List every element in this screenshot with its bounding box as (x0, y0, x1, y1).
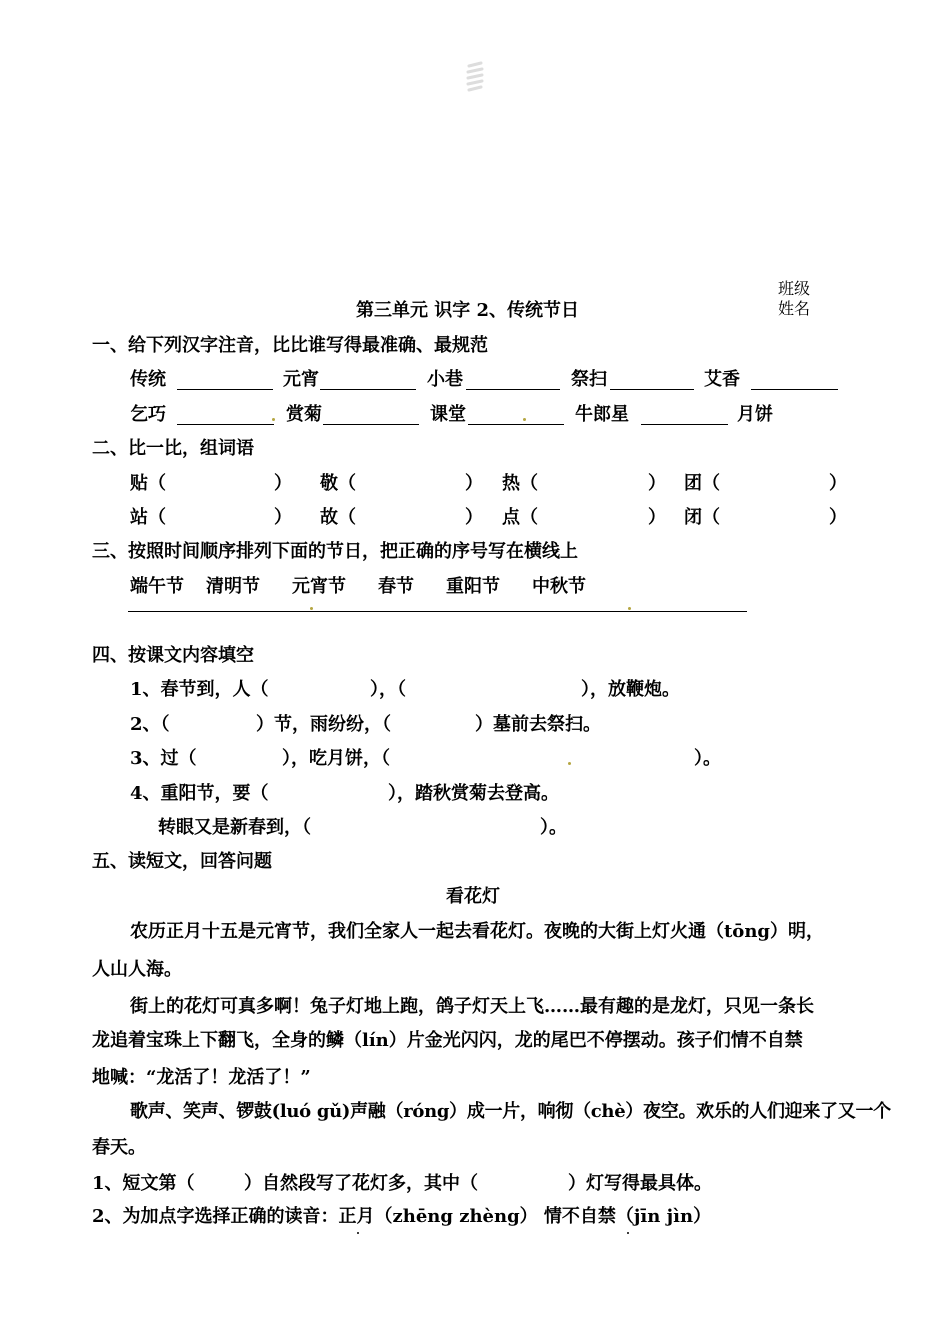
word-3: 小巷 (427, 369, 463, 390)
section5-heading: 五、读短文，回答问题 (92, 851, 272, 872)
watermark-logo (463, 60, 487, 94)
festival: 元宵节 (292, 576, 346, 597)
answer-line[interactable] (466, 389, 560, 390)
close-paren: ） (465, 507, 483, 528)
festival: 春节 (378, 576, 414, 597)
fill-text: 3、过（ (130, 748, 197, 769)
question-1: ）灯写得最具体。 (568, 1173, 712, 1194)
compare-item: 贴（ (130, 473, 166, 494)
festival: 端午节 (130, 576, 184, 597)
word-2: 元宵 (283, 369, 319, 390)
close-paren: ） (274, 473, 292, 494)
word-4: 祭扫 (571, 369, 607, 390)
answer-line[interactable] (177, 424, 274, 425)
passage-line: 农历正月十五是元宵节，我们全家人一起去看花灯。夜晚的大街上灯火通（tōng）明， (130, 921, 824, 942)
compare-item: 敬（ (320, 473, 356, 494)
compare-item: 站（ (130, 507, 166, 528)
emphasis-dot (627, 1232, 629, 1234)
section1-heading: 一、给下列汉字注音，比比谁写得最准确、最规范 (92, 335, 488, 356)
page-title: 第三单元 识字 2、传统节日 (356, 300, 580, 321)
question-2: 2、为加点字选择正确的读音：正月（zhēng zhèng） 情不自禁（jīn jìn） (92, 1206, 712, 1227)
answer-line[interactable] (641, 424, 728, 425)
word-5: 艾香 (704, 369, 740, 390)
fill-text: ）墓前去祭扫。 (475, 714, 601, 735)
passage-line: 春天。 (92, 1137, 146, 1158)
close-paren: ） (648, 473, 666, 494)
fill-text: ）。 (540, 817, 567, 838)
compare-item: 热（ (502, 473, 538, 494)
answer-line[interactable] (610, 389, 694, 390)
mark-dot (568, 762, 571, 765)
mark-dot (523, 418, 526, 421)
mark-dot (272, 418, 275, 421)
word-8: 课堂 (430, 404, 466, 425)
passage-line: 歌声、笑声、锣鼓(luó gǔ)声融（róng）成一片，响彻（chè）夜空。欢乐的人们迎来了又一个 (130, 1101, 891, 1122)
passage-title: 看花灯 (446, 886, 500, 907)
fill-text: 4、重阳节，要（ (130, 783, 269, 804)
close-paren: ） (648, 507, 666, 528)
festival: 重阳节 (446, 576, 500, 597)
fill-text: ），踏秋赏菊去登高。 (388, 783, 559, 804)
question-1: ）自然段写了花灯多，其中（ (244, 1173, 478, 1194)
fill-text: 2、（ (130, 714, 170, 735)
fill-text: 转眼又是新春到，（ (158, 817, 311, 838)
answer-line[interactable] (751, 389, 838, 390)
fill-text: ），放鞭炮。 (581, 679, 680, 700)
word-6: 乞巧 (130, 404, 166, 425)
festival: 中秋节 (532, 576, 586, 597)
answer-line[interactable] (468, 424, 564, 425)
answer-line[interactable] (320, 389, 416, 390)
fill-text: ），（ (370, 679, 406, 700)
passage-line: 街上的花灯可真多啊！兔子灯地上跑，鸽子灯天上飞……最有趣的是龙灯，只见一条长 (130, 996, 814, 1017)
question-1: 1、短文第（ (92, 1173, 195, 1194)
section3-heading: 三、按照时间顺序排列下面的节日，把正确的序号写在横线上 (92, 541, 578, 562)
answer-line[interactable] (177, 389, 273, 390)
section2-heading: 二、比一比，组词语 (92, 438, 254, 459)
answer-line[interactable] (128, 611, 747, 612)
passage-line: 地喊：“龙活了！龙活了！” (92, 1067, 311, 1088)
fill-text: ），吃月饼，（ (282, 748, 390, 769)
emphasis-dot (357, 1232, 359, 1234)
fill-text: ）节，雨纷纷，（ (256, 714, 391, 735)
compare-item: 团（ (684, 473, 720, 494)
word-9: 牛郎星 (575, 404, 629, 425)
name-label: 姓名 (778, 299, 811, 318)
word-1: 传统 (130, 369, 166, 390)
fill-text: 1、春节到，人（ (130, 679, 269, 700)
festival: 清明节 (206, 576, 260, 597)
class-label: 班级 (778, 279, 811, 298)
mark-dot (628, 607, 631, 610)
mark-dot (310, 607, 313, 610)
compare-item: 点（ (502, 507, 538, 528)
close-paren: ） (274, 507, 292, 528)
passage-line: 人山人海。 (92, 959, 182, 980)
passage-line: 龙追着宝珠上下翻飞，全身的鳞（lín）片金光闪闪，龙的尾巴不停摆动。孩子们情不自禁 (92, 1030, 803, 1051)
answer-line[interactable] (323, 424, 419, 425)
close-paren: ） (829, 473, 847, 494)
compare-item: 闭（ (684, 507, 720, 528)
section4-heading: 四、按课文内容填空 (92, 645, 254, 666)
close-paren: ） (829, 507, 847, 528)
word-10: 月饼 (737, 404, 773, 425)
word-7: 赏菊 (286, 404, 322, 425)
close-paren: ） (465, 473, 483, 494)
compare-item: 故（ (320, 507, 356, 528)
fill-text: ）。 (694, 748, 721, 769)
